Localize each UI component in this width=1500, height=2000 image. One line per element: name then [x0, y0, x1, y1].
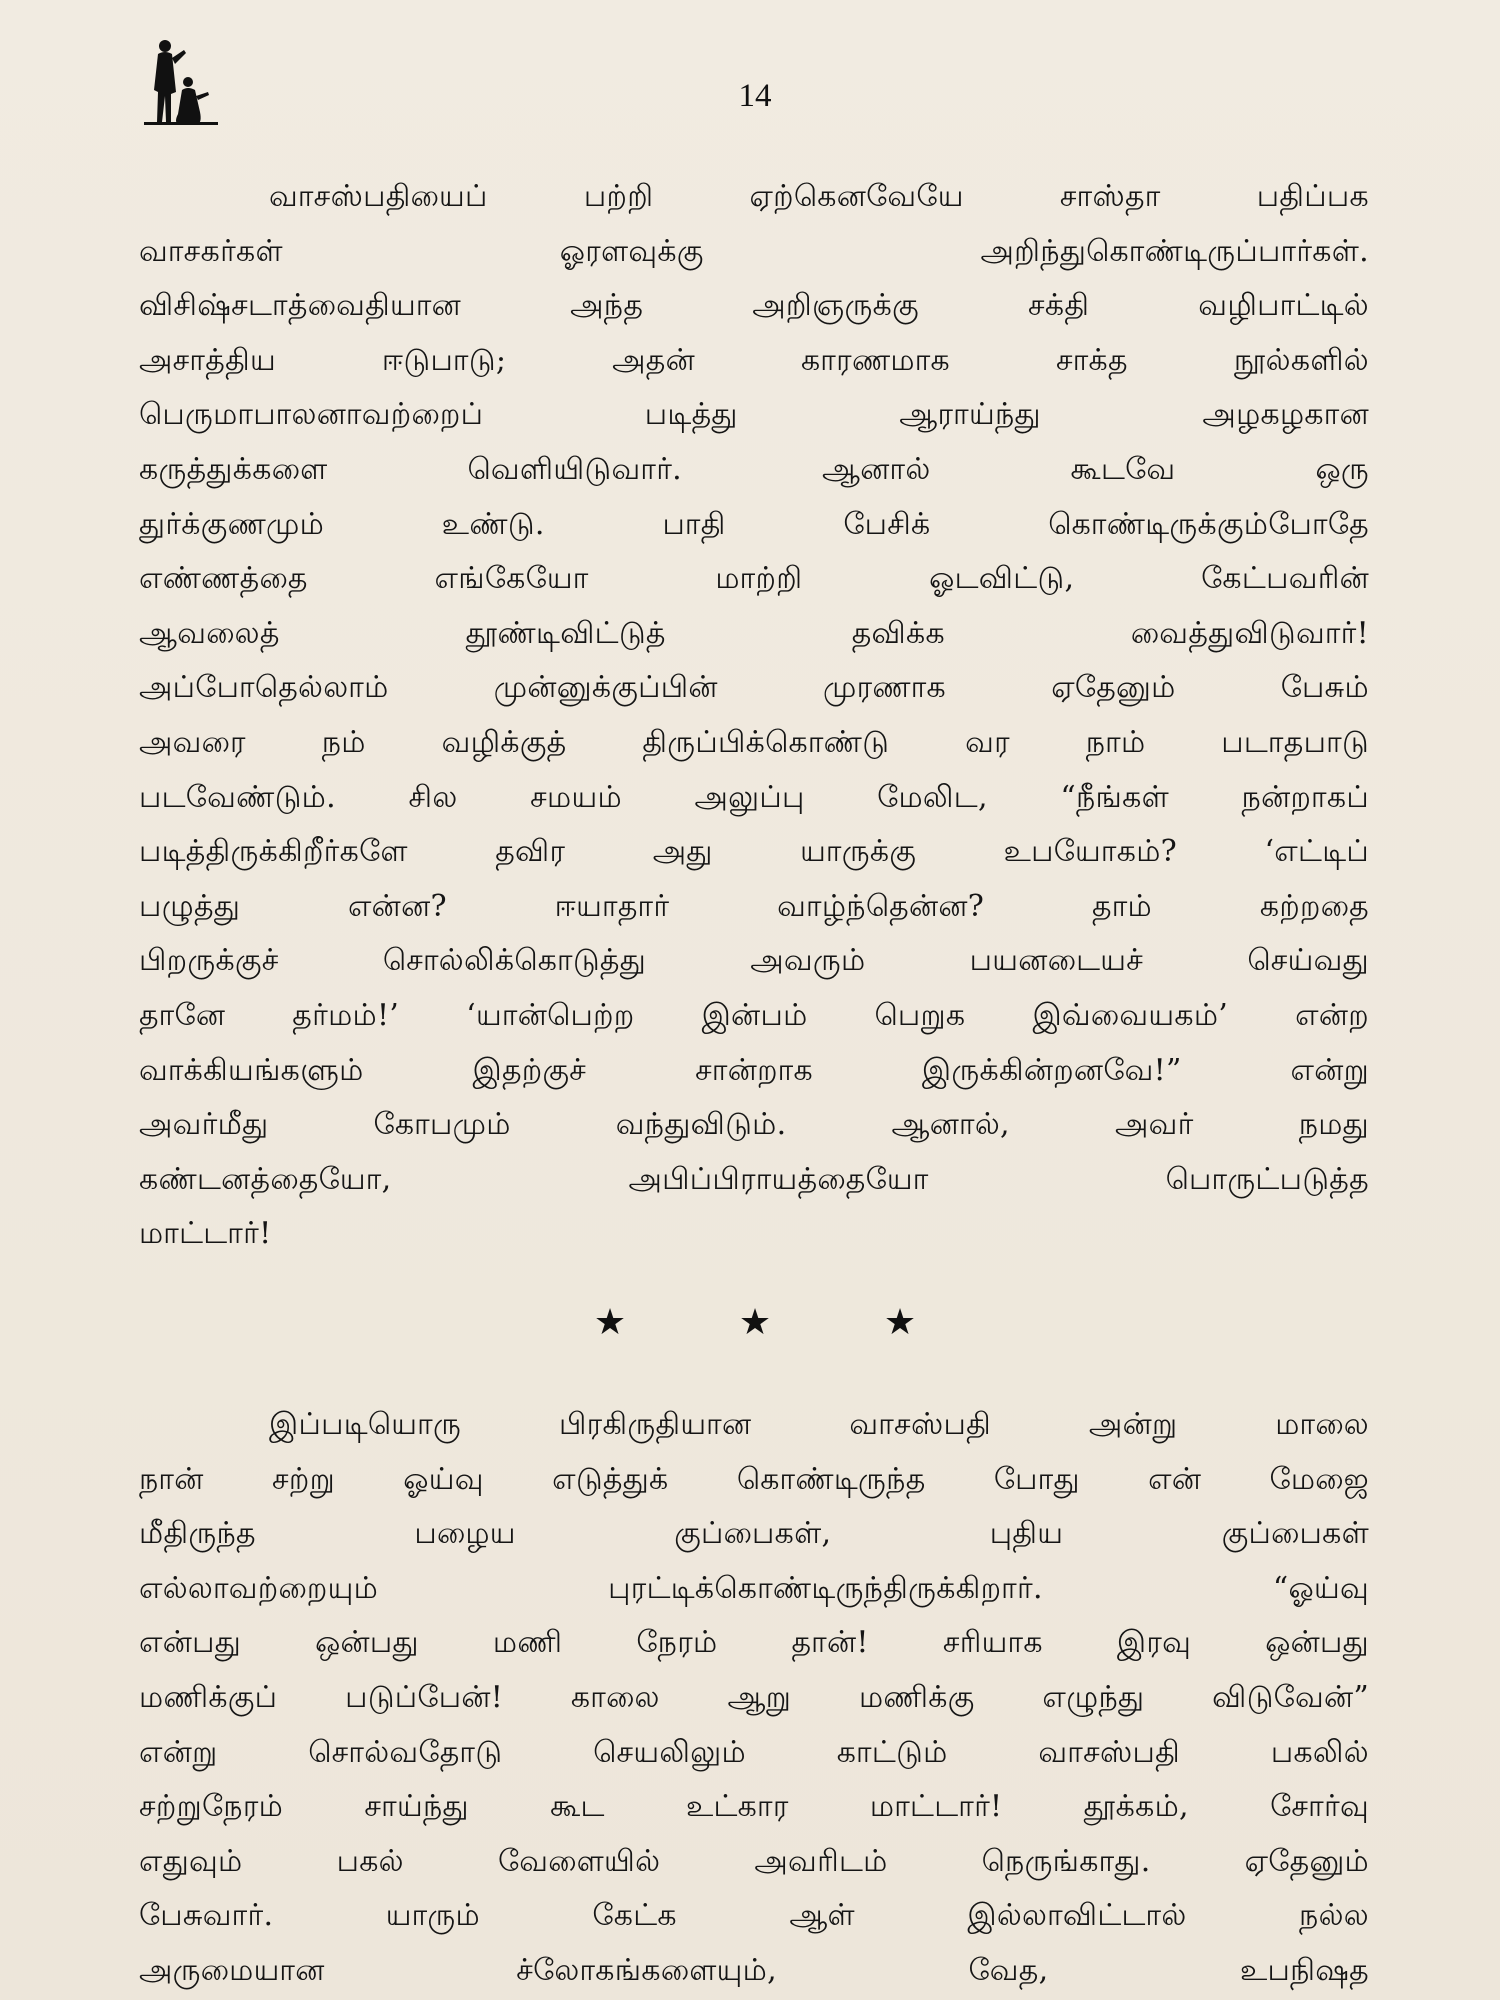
- text-line: பேசுவார். யாரும் கேட்க ஆள் இல்லாவிட்டால் நல்ல: [139, 1898, 1369, 1934]
- text-line: வாக்கியங்களும் இதற்குச் சான்றாக இருக்கின்றனவே!” என்று: [139, 1052, 1369, 1088]
- text-line: பழுத்து என்ன? ஈயாதார் வாழ்ந்தென்ன? தாம் கற்றதை: [139, 888, 1369, 924]
- text-line: படித்திருக்கிறீர்களே தவிர அது யாருக்கு உபயோகம்? ‘எட்டிப்: [139, 834, 1369, 870]
- text-line: பெருமாபாலனாவற்றைப் படித்து ஆராய்ந்து அழகழகான: [139, 397, 1369, 433]
- text-line: படவேண்டும். சில சமயம் அலுப்பு மேலிட, “நீங்கள் நன்றாகப்: [139, 779, 1369, 815]
- sage-and-disciple-silhouette-icon: [138, 34, 228, 134]
- text-line: வாசஸ்பதியைப் பற்றி ஏற்கெனவேயே சாஸ்தா பதிப்பக: [269, 179, 1369, 214]
- text-line: கண்டனத்தையோ, அபிப்பிராயத்தையோ பொருட்படுத்த: [139, 1161, 1369, 1197]
- text-line: அவர்மீது கோபமும் வந்துவிடும். ஆனால், அவர் நமது: [139, 1107, 1369, 1143]
- text-line: துர்க்குணமும் உண்டு. பாதி பேசிக் கொண்டிருக்கும்போதே: [139, 506, 1369, 542]
- text-line: மீதிருந்த பழைய குப்பைகள், புதிய குப்பைகள்: [139, 1516, 1369, 1552]
- page-number: 14: [738, 78, 772, 114]
- section-separator: [590, 1297, 920, 1347]
- text-line: இப்படியொரு பிரகிருதியான வாசஸ்பதி அன்று மாலை: [269, 1407, 1369, 1442]
- text-line: விசிஷ்சடாத்வைதியான அந்த அறிஞருக்கு சக்தி வழிபாட்டில்: [139, 288, 1369, 324]
- text-line: என்பது ஒன்பது மணி நேரம் தான்! சரியாக இரவு ஒன்பது: [139, 1625, 1369, 1661]
- star-icon: ★: [738, 1301, 772, 1343]
- text-line: பிறருக்குச் சொல்லிக்கொடுத்து அவரும் பயனடையச் செய்வது: [139, 943, 1369, 979]
- text-line: எதுவும் பகல் வேளையில் அவரிடம் நெருங்காது. ஏதேனும்: [139, 1843, 1369, 1879]
- text-line: மாட்டார்!: [139, 1216, 272, 1252]
- text-line: என்று சொல்வதோடு செயலிலும் காட்டும் வாசஸ்பதி பகலில்: [139, 1734, 1369, 1770]
- text-line: எல்லாவற்றையும் புரட்டிக்கொண்டிருந்திருக்கிறார். “ஓய்வு: [139, 1570, 1369, 1606]
- text-line: அப்போதெல்லாம் முன்னுக்குப்பின் முரணாக ஏதேனும் பேசும்: [139, 670, 1369, 706]
- text-line: தானே தர்மம்!’ ‘யான்பெற்ற இன்பம் பெறுக இவ்வையகம்’ என்ற: [139, 997, 1369, 1033]
- text-line: அவரை நம் வழிக்குத் திருப்பிக்கொண்டு வர நாம் படாதபாடு: [139, 724, 1369, 760]
- paragraph-1: [139, 170, 1369, 1262]
- text-line: மணிக்குப் படுப்பேன்! காலை ஆறு மணிக்கு எழுந்து விடுவேன்”: [139, 1679, 1369, 1715]
- text-line: நான் சற்று ஓய்வு எடுத்துக் கொண்டிருந்த போது என் மேஜை: [139, 1461, 1369, 1497]
- text-line: வாசகர்கள் ஓரளவுக்கு அறிந்துகொண்டிருப்பார்கள்.: [139, 233, 1369, 269]
- text-line: எண்ணத்தை எங்கேயோ மாற்றி ஓடவிட்டு, கேட்பவரின்: [139, 561, 1369, 597]
- text-line: சற்றுநேரம் சாய்ந்து கூட உட்கார மாட்டார்! தூக்கம், சோர்வு: [139, 1789, 1369, 1825]
- text-line: ஆவலைத் தூண்டிவிட்டுத் தவிக்க வைத்துவிடுவார்!: [139, 615, 1369, 651]
- text-line: கருத்துக்களை வெளியிடுவார். ஆனால் கூடவே ஒரு: [139, 451, 1369, 487]
- text-line: அருமையான ச்லோகங்களையும், வேத, உபநிஷத: [139, 1952, 1369, 1988]
- star-icon: ★: [883, 1301, 917, 1343]
- star-icon: ★: [593, 1301, 627, 1343]
- paragraph-2: [139, 1398, 1369, 1999]
- text-line: அசாத்திய ஈடுபாடு; அதன் காரணமாக சாக்த நூல்களில்: [139, 342, 1369, 378]
